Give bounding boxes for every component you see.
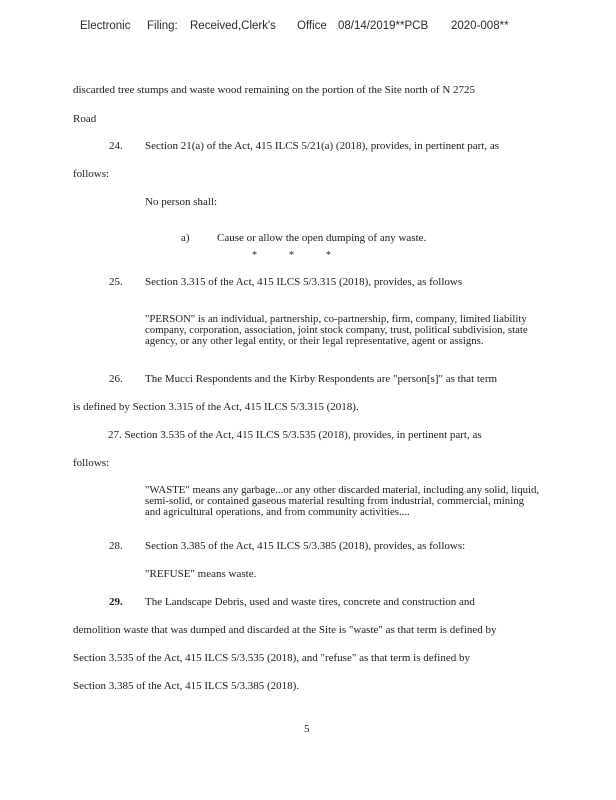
paragraph-29-number: 29. (109, 596, 123, 608)
paragraph-26-number: 26. (109, 373, 123, 385)
omission-stars (252, 250, 363, 261)
paragraph-28-text: Section 3.385 of the Act, 415 ILCS 5/3.385 (2018), provides, as follows: (145, 540, 466, 552)
paragraph-28-number: 28. (109, 540, 123, 552)
paragraph-24-number: 24. (109, 140, 123, 152)
header-date: 08/14/2019**PCB (338, 20, 429, 32)
paragraph-24-line-1: Section 21(a) of the Act, 415 ILCS 5/21(a) (2018), provides, in pertinent part, as (145, 140, 500, 152)
no-person-shall: No person shall: (145, 196, 218, 208)
header-electronic: Electronic (80, 20, 131, 32)
header-filing: Filing: (147, 20, 178, 32)
star-1: * (252, 250, 257, 261)
continued-line-2: Road (73, 113, 97, 125)
star-3: * (326, 250, 331, 261)
refuse-definition-quote: "REFUSE" means waste. (145, 568, 257, 580)
waste-definition-quote: "WASTE" means any garbage...or any other discarded material, including any solid, liquid, semi-solid, or contained gaseous material resulting from industrial, commercial, mining and agricultural operations, and from community activities.... (145, 484, 540, 518)
header-office: Office (297, 20, 327, 32)
header-received: Received,Clerk's (190, 20, 276, 32)
item-a-label: a) (181, 232, 190, 244)
paragraph-26-line-1: The Mucci Respondents and the Kirby Respondents are "person[s]" as that term (145, 373, 498, 385)
star-2: * (289, 250, 294, 261)
paragraph-29-line-3: Section 3.535 of the Act, 415 ILCS 5/3.535 (2018), and "refuse" as that term is defined by (73, 652, 470, 664)
paragraph-24-line-2: follows: (73, 168, 110, 180)
paragraph-27-line-2: follows: (73, 457, 110, 469)
paragraph-25-text: Section 3.315 of the Act, 415 ILCS 5/3.315 (2018), provides, as follows (145, 276, 463, 288)
paragraph-29-line-2: demolition waste that was dumped and discarded at the Site is "waste" as that term is defined by (73, 624, 497, 636)
page-number: 5 (304, 723, 310, 735)
paragraph-25-number: 25. (109, 276, 123, 288)
paragraph-26-line-2: is defined by Section 3.315 of the Act, 415 ILCS 5/3.315 (2018). (73, 401, 359, 413)
item-a-text: Cause or allow the open dumping of any waste. (217, 232, 427, 244)
continued-line-1: discarded tree stumps and waste wood remaining on the portion of the Site north of N 2725 (73, 84, 476, 96)
person-definition-quote: "PERSON" is an individual, partnership, co-partnership, firm, company, limited liability company, corporation, association, joint stock company, trust, political subdivision, state agency, or any other legal entity, or their legal representative, agent or assigns. (145, 313, 528, 347)
header-docket: 2020-008** (451, 20, 509, 32)
paragraph-27-line-1: 27. Section 3.535 of the Act, 415 ILCS 5/3.535 (2018), provides, in pertinent part, as (108, 429, 482, 441)
paragraph-29-line-4: Section 3.385 of the Act, 415 ILCS 5/3.385 (2018). (73, 680, 300, 692)
paragraph-29-line-1: The Landscape Debris, used and waste tires, concrete and construction and (145, 596, 475, 608)
